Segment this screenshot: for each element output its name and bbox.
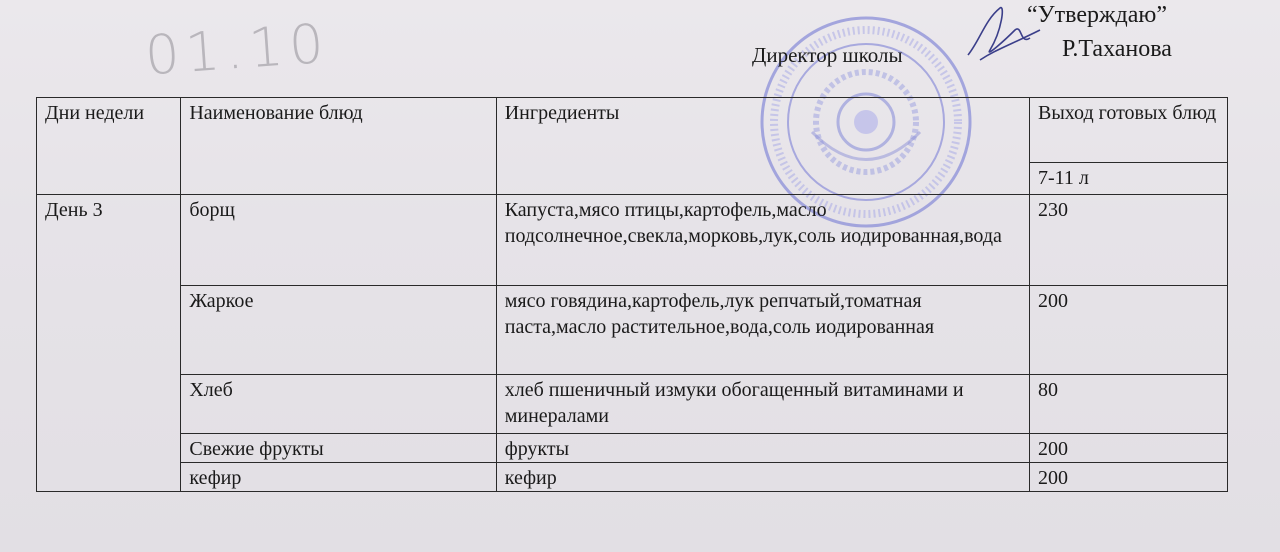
- handwritten-date: 01.10: [143, 11, 332, 88]
- dish-cell: Свежие фрукты: [181, 434, 496, 463]
- dish-cell: кефир: [181, 463, 496, 492]
- menu-table: [36, 97, 1228, 492]
- output-cell: 80: [1030, 375, 1228, 434]
- output-cell: 200: [1030, 463, 1228, 492]
- dish-cell: Жаркое: [181, 286, 496, 375]
- output-cell: 200: [1030, 286, 1228, 375]
- table-row: [37, 463, 1228, 492]
- ingredients-cell: кефир: [496, 463, 1029, 492]
- approve-label: “Утверждаю”: [1027, 2, 1168, 28]
- table-row: [37, 434, 1228, 463]
- dish-cell: Хлеб: [181, 375, 496, 434]
- output-cell: 230: [1030, 195, 1228, 286]
- header-day: Дни недели: [37, 98, 181, 195]
- header-age-group: 7-11 л: [1030, 163, 1228, 195]
- header-row: [37, 98, 1228, 163]
- header-output: Выход готовых блюд: [1030, 98, 1228, 163]
- dish-cell: борщ: [181, 195, 496, 286]
- header-ingredients: Ингредиенты: [496, 98, 1029, 195]
- ingredients-cell: фрукты: [496, 434, 1029, 463]
- ingredients-cell: мясо говядина,картофель,лук репчатый,томатная паста,масло растительное,вода,соль иодированная: [496, 286, 1029, 375]
- output-cell: 200: [1030, 434, 1228, 463]
- day-cell: День 3: [37, 195, 181, 492]
- table-row: [37, 375, 1228, 434]
- table-row: [37, 286, 1228, 375]
- director-name: Р.Таханова: [1062, 36, 1172, 62]
- table-row: [37, 195, 1228, 286]
- ingredients-cell: Капуста,мясо птицы,картофель,масло подсолнечное,свекла,морковь,лук,соль иодированная,вода: [496, 195, 1029, 286]
- ingredients-cell: хлеб пшеничный измуки обогащенный витаминами и минералами: [496, 375, 1029, 434]
- header-dish: Наименование блюд: [181, 98, 496, 195]
- director-title: Директор школы: [752, 43, 903, 67]
